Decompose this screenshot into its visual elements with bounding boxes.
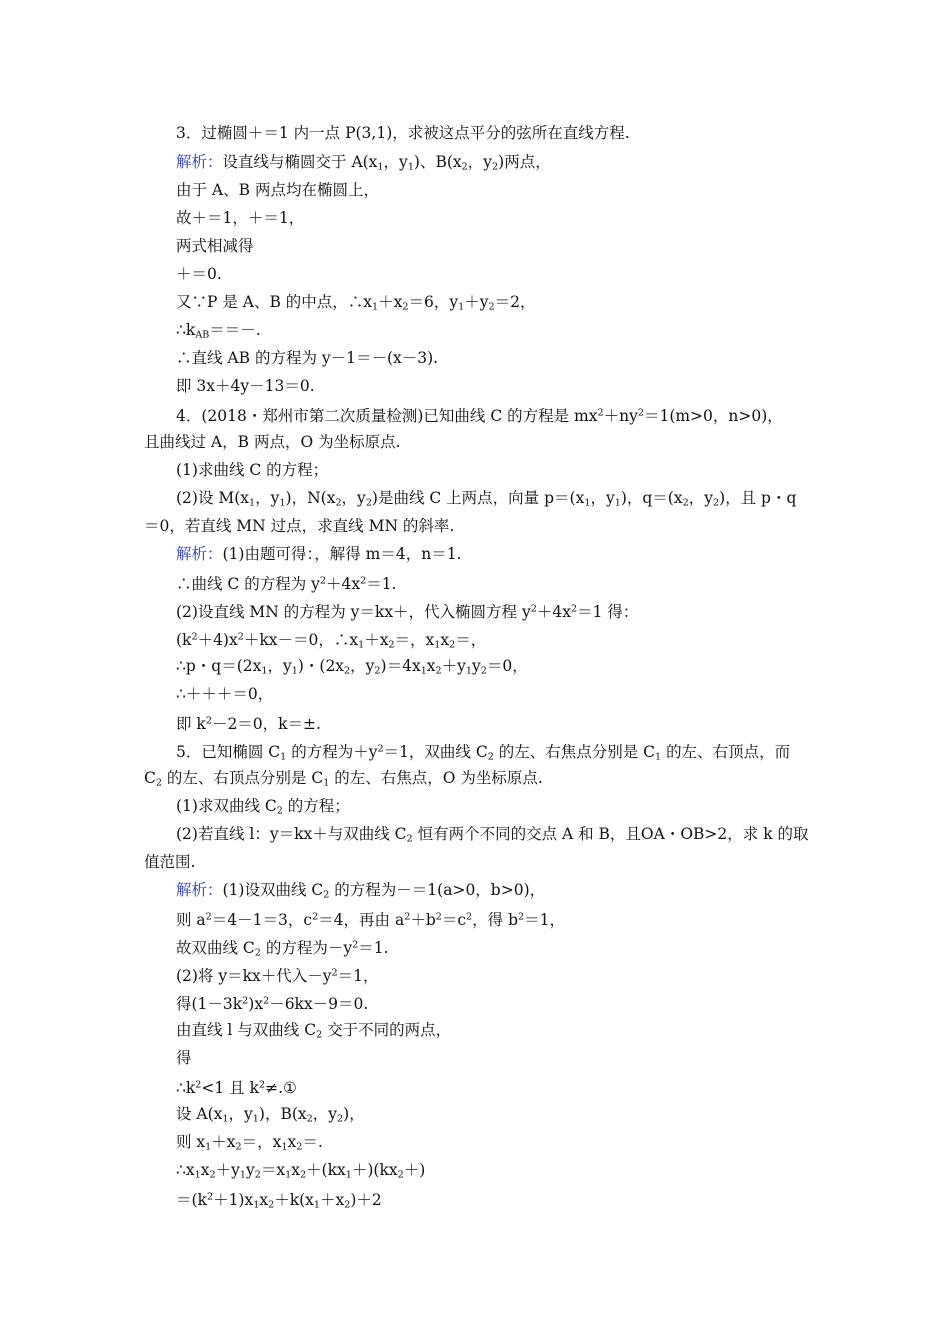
text-line (176, 796, 350, 822)
line-text: ∴直线 AB 的方程为 y－1＝－(x－3). (176, 349, 439, 367)
text-line (144, 852, 195, 872)
text-line (176, 880, 545, 906)
line-text: $C_2$ 的左、右顶点分别是 $C_1$ 的左、右焦点，O 为坐标原点. (144, 769, 543, 789)
text-line (176, 152, 551, 178)
line-text: 又∵P 是 A、B 的中点，$\therefore x_1+x_2=6$，$y_1+y_2=2$， (176, 293, 536, 313)
text-line (176, 740, 790, 768)
line-text: (1)由题可得：，解得 m＝4，n＝1. (222, 545, 462, 563)
text-line (176, 264, 222, 284)
analysis-label: 解析： (176, 545, 223, 563)
text-line (176, 1188, 382, 1216)
text-line (176, 376, 315, 396)
text-line (176, 964, 379, 986)
line-text: 故＋＝1，＋＝1， (176, 209, 305, 227)
text-line (176, 460, 328, 480)
text-line (176, 544, 461, 564)
text-line (176, 684, 273, 704)
text-line (176, 936, 389, 964)
line-text: 值范围. (144, 853, 196, 871)
line-text: 由于 A、B 两点均在椭圆上， (176, 181, 379, 199)
text-line (176, 1160, 425, 1186)
text-line (176, 1132, 323, 1158)
line-text: 设直线与椭圆交于 $A(x_1$，$y_1$)、$B(x_2$，$y_2$)两点， (222, 153, 551, 173)
line-text: ∴曲线 C 的方程为 $y^2+4x^2=1$. (176, 575, 397, 594)
text-line (176, 123, 630, 143)
line-text: 设 $A(x_1$，$y_1$)，$B(x_2$，$y_2$)， (176, 1105, 365, 1125)
text-line (144, 432, 401, 452)
text-line (176, 1048, 192, 1068)
line-text: (2)设 $M(x_1$，$y_1$)，$N(x_2$，$y_2$)是曲线 C 上两点，向量 $p=(x_1$，$y_1$)，$q=(x_2$，$y_2$)，且 p・q (176, 489, 797, 509)
text-line (176, 208, 304, 228)
line-text: ＋＝0. (176, 265, 222, 283)
text-line (144, 768, 543, 794)
line-text: ∴＋＋＋＝0， (176, 685, 274, 703)
text-line (176, 348, 438, 368)
line-text: $(k^2+4)x^2+kx-=0$，$\therefore x_1+x_2=$，$x_1x_2=$， (176, 631, 487, 651)
text-line (176, 1020, 451, 1046)
analysis-label: 解析： (176, 881, 223, 899)
text-line (176, 908, 565, 930)
text-line (176, 600, 638, 622)
text-line (176, 572, 397, 594)
line-text: 4．(2018・郑州市第二次质量检测)已知曲线 C 的方程是 $mx^2+ny^2=1(m>0$，n>0)， (176, 407, 783, 426)
text-line (176, 1104, 365, 1130)
line-text: 两式相减得 (176, 237, 254, 255)
line-text: ＝0，若直线 MN 过点，求直线 MN 的斜率. (144, 517, 455, 535)
text-line (176, 236, 254, 256)
text-line (176, 656, 528, 682)
text-line (176, 992, 368, 1014)
line-text: $=(k^2+1)x_1x_2+k(x_1+x_2)+2$ (176, 1191, 382, 1211)
line-text: 5．已知椭圆 $C_1$ 的方程为$+y^2=1$，双曲线 $C_2$ 的左、右焦点分别是 $C_1$ 的左、右顶点，而 (176, 743, 791, 763)
line-text: (1)求双曲线 $C_2$ 的方程； (176, 797, 350, 817)
line-text: 3．过椭圆＋＝1 内一点 P(3,1)，求被这点平分的弦所在直线方程. (176, 124, 630, 142)
line-text: $\therefore k_{AB}==-$. (176, 321, 261, 341)
line-text: (2)设直线 MN 的方程为 y＝kx＋，代入椭圆方程 $y^2+4x^2=1$ 得： (176, 603, 639, 622)
line-text: 则 $x_1+x_2=$，$x_1x_2=$. (176, 1133, 323, 1153)
line-text: $\therefore k^2<1$ 且 $k^2\ne.①$ (176, 1079, 297, 1098)
text-line (176, 628, 486, 656)
line-text: 则 $a^2=4-1=3$，$c^2=4$，再由 $a^2+b^2=c^2$，得 $b^2=1$， (176, 911, 565, 930)
text-line (176, 824, 809, 850)
analysis-label: 解析： (176, 153, 223, 171)
text-line (176, 180, 379, 200)
line-text: 得$(1-3k^2)x^2-6kx-9=0$. (176, 995, 369, 1014)
text-line (144, 516, 454, 536)
line-text: (2)若直线 l：y＝kx＋与双曲线 $C_2$ 恒有两个不同的交点 A 和 B，且OA・OB>2，求 k 的取 (176, 825, 809, 845)
text-line (176, 292, 536, 318)
line-text: 且曲线过 A，B 两点，O 为坐标原点. (144, 433, 401, 451)
line-text: 即 3x＋4y－13＝0. (176, 377, 315, 395)
text-line (176, 488, 796, 514)
line-text: $\therefore x_1x_2+y_1y_2=x_1x_2+(kx_1+)(kx_2+)$ (176, 1161, 426, 1181)
line-text: 得 (176, 1049, 192, 1067)
line-text: 故双曲线 $C_2$ 的方程为$-y^2=1$. (176, 939, 389, 959)
line-text: ∴p・$q=(2x_1$，$y_1$)・($2x_2$，$y_2)=4x_1x_2+y_1y_2=0$， (176, 657, 528, 677)
text-line (176, 1076, 297, 1098)
line-text: 即 $k^2-2=0$，k＝±. (176, 715, 321, 734)
line-text: (1)设双曲线 $C_2$ 的方程为－＝1(a>0，b>0)， (222, 881, 546, 901)
line-text: (1)求曲线 C 的方程； (176, 461, 329, 479)
line-text: (2)将 y＝kx＋代入$-y^2=1$， (176, 967, 379, 986)
text-line (176, 404, 783, 426)
line-text: 由直线 l 与双曲线 $C_2$ 交于不同的两点， (176, 1021, 452, 1041)
text-line (176, 320, 261, 346)
text-line (176, 712, 321, 734)
